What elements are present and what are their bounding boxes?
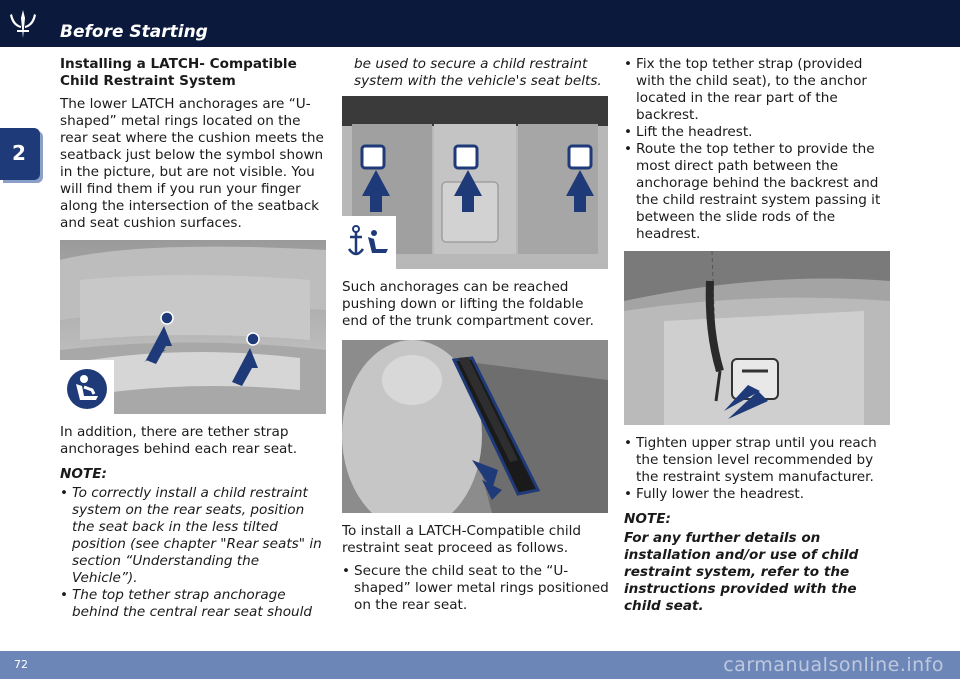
tighten-steps-list — [624, 435, 892, 503]
list-item: • Fix the top tether strap (provided with the child seat), to the anchor located in the rear part of the backrest. — [624, 56, 892, 124]
section-heading: Installing a LATCH- Compatible Child Restraint System — [60, 56, 297, 89]
watermark: carmanualsonline.info — [723, 654, 944, 676]
note-label: NOTE: — [624, 511, 671, 527]
page-footer — [0, 651, 960, 679]
page-number: 72 — [14, 658, 28, 671]
install-steps-list — [624, 56, 892, 243]
chapter-number: 2 — [12, 141, 26, 165]
paragraph-install-intro: To install a LATCH-Compatible child restraint seat proceed as follows. — [342, 523, 582, 556]
column-2 — [342, 56, 610, 614]
list-item: • The top tether strap anchorage behind the central rear seat should — [60, 587, 328, 621]
list-item: • Route the top tether to provide the most direct path between the anchorage behind the backrest and the child restraint system passing it between the slide rods of the headrest. — [624, 141, 892, 243]
anchor-ring-marker — [161, 312, 173, 324]
figure-rear-seat-anchors — [60, 240, 328, 414]
list-item: • To correctly install a child restraint system on the rear seats, position the seat back in the less tilted position (see chapter "Rear seats" in section “Understanding the Vehicle”). — [60, 485, 328, 587]
anchor-child-seat-icon — [346, 223, 392, 263]
list-item: • Lift the headrest. — [624, 124, 892, 141]
paragraph-lower-anchorages: The lower LATCH anchorages are “U-shaped” metal rings located on the rear seat where the cushion meets the seatback just below the symbol shown in the picture, but are not visible. You will find them if you run your finger along the intersection of the seatback and seat cushion surfaces. — [60, 96, 324, 231]
install-steps-list — [342, 563, 610, 614]
note-continuation: be used to secure a child restraint system with the vehicle's seat belts. — [354, 56, 602, 89]
section-title: Before Starting — [60, 22, 208, 42]
page-header — [0, 0, 960, 47]
list-item: • Fully lower the headrest. — [624, 486, 892, 503]
column-3 — [624, 56, 892, 621]
paragraph-tether-anchorages: In addition, there are tether strap anchorages behind each rear seat. — [60, 424, 298, 457]
column-1 — [60, 56, 328, 621]
child-seat-icon — [60, 360, 114, 414]
note-bullets — [60, 485, 328, 621]
child-seat-badge — [60, 360, 114, 414]
tether-strap-illustration — [624, 251, 890, 425]
note-label: NOTE: — [60, 466, 107, 482]
figure-trunk-cover — [342, 340, 610, 513]
list-item: • Tighten upper strap until you reach the tension level recommended by the restraint system manufacturer. — [624, 435, 892, 486]
note-text: For any further details on installation and/or use of child restraint system, refer to the instructions provided with the child seat. — [624, 530, 859, 614]
list-item: • Secure the child seat to the “U-shaped” lower metal rings positioned on the rear seat. — [342, 563, 610, 614]
chapter-tab — [0, 128, 40, 180]
trunk-cover-illustration — [342, 340, 608, 513]
figure-trunk-anchorages — [342, 96, 610, 269]
figure-tether-strap — [624, 251, 892, 425]
anchor-ring-marker — [247, 333, 259, 345]
paragraph-reach-anchorages: Such anchorages can be reached pushing down or lifting the foldable end of the trunk compartment cover. — [342, 279, 594, 329]
brand-trident-logo — [8, 8, 38, 40]
